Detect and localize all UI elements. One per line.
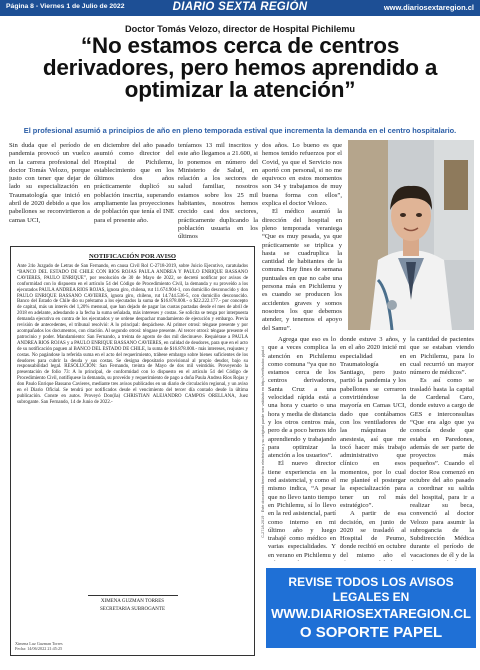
masthead-title: DIARIO SEXTA REGIÓN — [172, 1, 308, 13]
article-subtitle: El profesional asumió a principios de año en pleno temporada estival que incrementa la demanda en el centro hospitalario. — [23, 126, 457, 135]
signature-line — [88, 595, 178, 596]
notice-footer — [15, 641, 63, 651]
validation-code-text: C-2718-2019 · Este documento tiene firma electrónica y su original puede ser validado en http://verificadoc.pjud.cl — [261, 346, 265, 538]
column-text: A partir de esa decisión, en junio de 2020 se trasladó al Hospital de Peumo, donde recibió en octubre del mismo año el — [340, 510, 406, 559]
notice-footer-name: Ximena Luz Guzman Torres — [15, 641, 63, 646]
column-text: la cantidad de pacientes que se estaban viendo en Pichilemu, para lo cual recurrió un mayor número de médicos”. — [410, 336, 474, 377]
column-text: donde estuve 3 años, y en el año 2020 inicié mi especialidad en Traumatología en Santiago, pero justo partió la pandemia y los pabellones se cerraron convirtiéndose la mayoría en Camas UCI, dado que contábamos con los ventiladores de las máquinas de anestesia, así que me tocó hacer más trabajo administrativo que clínico en esos momentos, por lo cual me planteé el postergar la especialización para tener un rol más estratégico”. — [340, 336, 406, 509]
article-column-3 — [178, 142, 258, 240]
column-text: Agrega que eso es lo que a veces complica la atención en Pichilemu como comuna “ya que no estamos cerca de los centros derivadores, Santa Cruz a una velocidad rápida está a una hora y cuarto o una hora y media de distancia y los otros centros más, pero de a poco hemos ido aprendiendo y trabajando para optimizar la atención a los usuarios”. — [268, 336, 336, 460]
signature-name: XIMENA GUZMAN TORRES — [100, 599, 165, 604]
article-headline: “No estamos cerca de centros derivadores, pero hemos aprendido a optimizar la atención” — [42, 33, 438, 102]
notice-title: NOTIFICACIÓN POR AVISO — [88, 253, 177, 260]
column-text: Es así como se trasladó hasta la capital de Cardenal Caro, donde estuvo a cargo de GES e interconsultas “Que era algo que ya conocía desde que estaba en Paredones, además de ser parte de proyectos más pequeños”. Cuando el doctor Roa comenzó en octubre del año pasado a coordinar su salida del hospital, para ir a realizar su beca, convenció al doctor Velozo para asumir la subrogancia de la Subdirección Médica durante el período de vacaciones de él y de la — [410, 377, 474, 559]
column-text: Sin duda que el período de pandemia provocó un vuelco en la carrera profesional del doctor Tomás Velozo, porque justo con tener que dejar de lado su especialización en Traumatología que inició en abril de 2020 debido a que los pabellones se reconvirtieron a camas UCI, — [9, 142, 90, 224]
article-kicker: Doctor Tomás Velozo, director de Hospital Pichilemu — [124, 24, 356, 34]
article-column-1 — [9, 142, 90, 240]
column-text: teníamos 13 mil inscritos y este año llegamos a 21.600, si lo ponemos en número del Ministerio de Salud, en relación a los sectores de salud familiar, nosotros estamos sobre los 25 mil habitantes, nosotros hemos crecido casi dos sectores, prácticamente duplicando la población usuaria en los últimos — [178, 142, 258, 240]
masthead-bar — [0, 0, 480, 16]
ad-line-1: REVISE TODOS LOS AVISOS LEGALES EN — [288, 575, 454, 604]
legal-notice-box — [10, 246, 255, 656]
notice-body: Ante 24o Juzgado de Letras de San Fernando, en causa Civil Rol C-2718-2019, sobre Juicio Ejecutivo, caratulados “BANCO DEL ESTADO DE CHILE CON RIOS ROJAS PAULA ANDREA Y PAULO ENRIQUE BASSANO CAVIERES, PAULO ENRIQUE”, por resolución de 30 de Mayo de 2022, se decretó notificar por avisos de conformidad con lo dispuesto en el artículo 54 del Código de Procedimiento Civil, la demanda y su proveído a los ejecutados PAULA ANDREA RIOS ROJAS, ignora giro, chilena, rut 11.674.904-1, con domicilio desconocido y don PAULO ENRIQUE BASSANO CAVIERES, ignora giro, chileno, rut 14.744.536-5, con domicilio desconocido. Banco del Estado de Chile dio su préstamo a los ejecutados la suma de $16.878.000.- o $22.222.177.- por concepto de capital, más un interés del 1,20% mensual, que han dejado de pagar las cuotas pactadas desde el mes de abril de 2018 en adelante, adeudando a la fecha la suma señalada, más intereses y costas. Se solicita se tenga por interpuesta demanda ejecutiva en contra de los ejecutados y se ordene despachar mandamiento de ejecución y embargo. Previa revisión de antecedentes, el tribunal resolvió: A lo principal: despáchese. Al primer otrosí: téngase presente y por acompañados los documentos, con citación. Al segundo otrosí: téngase presente. Al tercer otrosí: téngase presente el patrocinio y poder. Mandamiento: San Fernando, a treinta de agosto de dos mil diecinueve. Requiérase a PAULA ANDREA RIOS ROJAS y a PAULO ENRIQUE BASSANO CAVIERES, en calidad de deudores, para que en el acto de su notificación paguen al BANCO DEL ESTADO DE CHILE, la suma de $16.878.000.- más intereses, reajustes y costas. No pagándose la referida suma en el acto del requerimiento, trábese embargo sobre bienes suficientes de los deudores para cubrir la deuda y sus costas. Se designa depositario provisional al propio deudor, bajo su responsabilidad legal. RESOLUCIÓN: San Fernando, treinta de Mayo de dos mil veintidós. Proveyendo la presentación de folio 73: A lo principal, de conformidad con lo dispuesto en el artículo 54 del Código de Procedimiento Civil, notifíquese la demanda, su proveído y requerimiento de pago a doña Paula Andrea Rios Rojas y don Paulo Enrique Bassano Cavieres, mediante tres avisos publicados en un diario de circulación regional, y un aviso en el Diario Oficial. Se tendrá por notificados desde el vencimiento del tercer día contado desde la última publicación. Conste en autos. Proveyó Don(ña) CHRISTIAN ALEJANDRO CAMPOS ORELLANA, Juez subrogante. San Fernando, 14 de Junio de 2022.- — [17, 264, 248, 405]
signature-title: SECRETARIA SUBROGANTE — [99, 607, 166, 612]
website-link[interactable]: www.diariosextaregion.cl — [383, 3, 474, 12]
ad-website[interactable]: WWW.DIARIOSEXTAREGION.CL — [271, 606, 471, 621]
doctor-portrait-image — [348, 140, 474, 330]
notice-signature — [11, 595, 254, 614]
column-text: El médico asumió la dirección del hospital en pleno temporada veraniega “Que es muy pesada, ya que prácticamente se triplica y hasta se cuadruplica la cantidad de habitantes de la comuna. Hay fines de semana puntuales en que no cabe una persona más en Pichilemu y es cuando se producen los accidentes graves y somos nosotros los que debemos atender, y tenemos el apoyo del Samu”. — [262, 208, 342, 332]
article-column-4 — [262, 142, 342, 332]
doctor-photo — [348, 140, 474, 330]
page-info: Página 8 - Viernes 1 de Julio de 2022 — [6, 3, 125, 10]
vertical-validation-code — [258, 300, 264, 600]
article-column-7 — [410, 336, 474, 561]
column-text: El nuevo director tiene experiencia en la red asistencial, y como el mismo indica, “A pesar que no llevo tanto tiempo en Pichilemu, sí lo llevo en la red asistencial, partí como interno en mi último año y luego trabajé como médico en varias especialidades. Y en verano en Pichilemu y — [268, 460, 336, 559]
legal-notices-ad[interactable] — [266, 568, 476, 648]
article-column-2 — [94, 142, 174, 240]
ad-line-3: O SOPORTE PAPEL — [299, 624, 443, 641]
column-text: dos años. Lo bueno es que hemos tenido refuerzos por el Covid, ya que el Servicio nos aportó con personal, si no me equivoco en estos momentos son 34 y trabajamos de muy buena forma con ellos”, explica el doctor Velozo. — [262, 142, 342, 208]
article-column-6 — [340, 336, 406, 561]
column-text: en diciembre del año pasado asumió como director del Hospital de Pichilemu, establecimiento que en los últimos dos años prácticamente duplicó su población inscrita, superando ampliamente las proyecciones de población que tenía el INE para el presente año. — [94, 142, 174, 224]
notice-footer-date: Fecha: 14/06/2022 21:45:25 — [15, 646, 63, 651]
article-column-5 — [268, 336, 336, 561]
